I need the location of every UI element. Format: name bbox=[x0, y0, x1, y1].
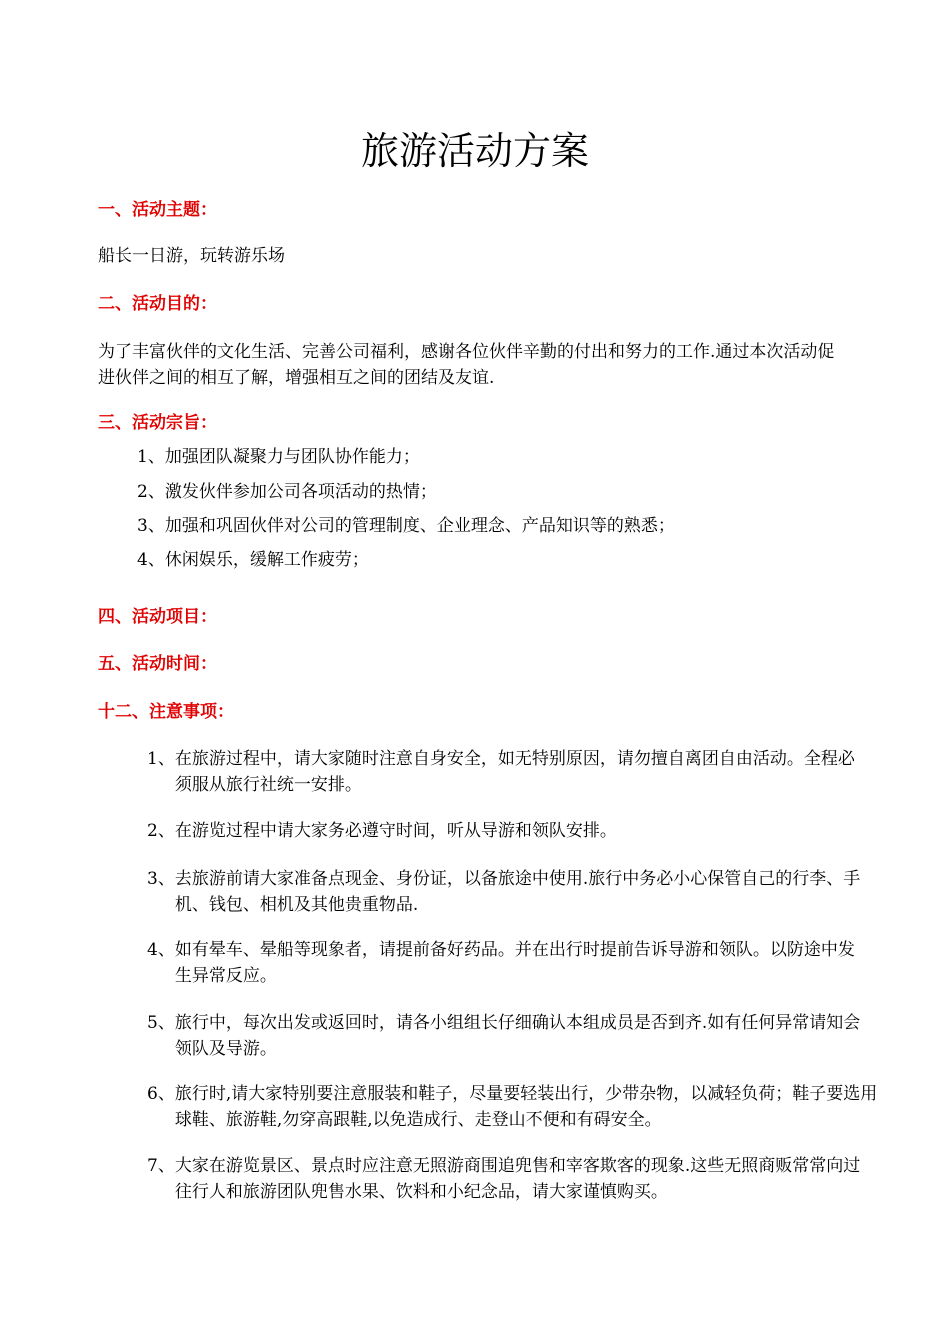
note-item-1 bbox=[147, 746, 867, 798]
section-heading-theme: 一、活动主题： bbox=[98, 200, 217, 220]
aim-item-4: 4、休闲娱乐，缓解工作疲劳； bbox=[137, 550, 369, 570]
note-text: 如有晕车、晕船等现象者，请提前备好药品。并在出行时提前告诉导游和领队。以防途中发生异常反应。 bbox=[174, 940, 855, 986]
note-text: 去旅游前请大家准备点现金、身份证，以备旅途中使用.旅行中务必小心保管自己的行李、手机、钱包、相机及其他贵重物品. bbox=[174, 869, 861, 915]
note-number: 3、 bbox=[147, 869, 175, 889]
note-item-4 bbox=[147, 937, 867, 989]
aim-item-2: 2、激发伙伴参加公司各项活动的热情； bbox=[137, 482, 437, 502]
note-item-7 bbox=[147, 1153, 867, 1205]
note-number: 4、 bbox=[147, 940, 175, 960]
document-title: 旅游活动方案 bbox=[360, 129, 589, 173]
section-heading-notes: 十二、注意事项： bbox=[98, 702, 234, 722]
purpose-text: 为了丰富伙伴的文化生活、完善公司福利，感谢各位伙伴辛勤的付出和努力的工作.通过本次活动促进伙伴之间的相互了解，增强相互之间的团结及友谊. bbox=[98, 342, 835, 388]
note-number: 7、 bbox=[147, 1156, 175, 1176]
section-heading-projects: 四、活动项目： bbox=[98, 607, 217, 627]
aim-item-1: 1、加强团队凝聚力与团队协作能力； bbox=[137, 447, 420, 467]
note-text: 在旅游过程中，请大家随时注意自身安全，如无特别原因，请勿擅自离团自由活动。全程必须服从旅行社统一安排。 bbox=[174, 749, 855, 795]
aim-item-3: 3、加强和巩固伙伴对公司的管理制度、企业理念、产品知识等的熟悉； bbox=[137, 516, 675, 536]
note-text: 旅行时,请大家特别要注意服装和鞋子，尽量要轻装出行，少带杂物，以减轻负荷；鞋子要选用球鞋、旅游鞋,勿穿高跟鞋,以免造成行、走登山不便和有碍安全。 bbox=[174, 1084, 878, 1130]
note-text: 旅行中，每次出发或返回时，请各小组组长仔细确认本组成员是否到齐.如有任何异常请知会领队及导游。 bbox=[174, 1013, 861, 1059]
note-text: 在游览过程中请大家务必遵守时间，听从导游和领队安排。 bbox=[174, 821, 617, 841]
note-item-3 bbox=[147, 866, 867, 918]
note-number: 1、 bbox=[147, 749, 175, 769]
note-item-5 bbox=[147, 1010, 867, 1062]
section-heading-aim: 三、活动宗旨： bbox=[98, 413, 217, 433]
note-item-6 bbox=[147, 1081, 887, 1133]
section-heading-time: 五、活动时间： bbox=[98, 654, 217, 674]
section-heading-purpose: 二、活动目的： bbox=[98, 294, 217, 314]
note-text: 大家在游览景区、景点时应注意无照游商围追兜售和宰客欺客的现象.这些无照商贩常常向过往行人和旅游团队兜售水果、饮料和小纪念品，请大家谨慎购买。 bbox=[174, 1156, 861, 1202]
note-number: 6、 bbox=[147, 1084, 175, 1104]
note-number: 2、 bbox=[147, 821, 175, 841]
note-number: 5、 bbox=[147, 1013, 175, 1033]
theme-text: 船长一日游，玩转游乐场 bbox=[98, 246, 285, 266]
note-item-2 bbox=[147, 818, 867, 844]
